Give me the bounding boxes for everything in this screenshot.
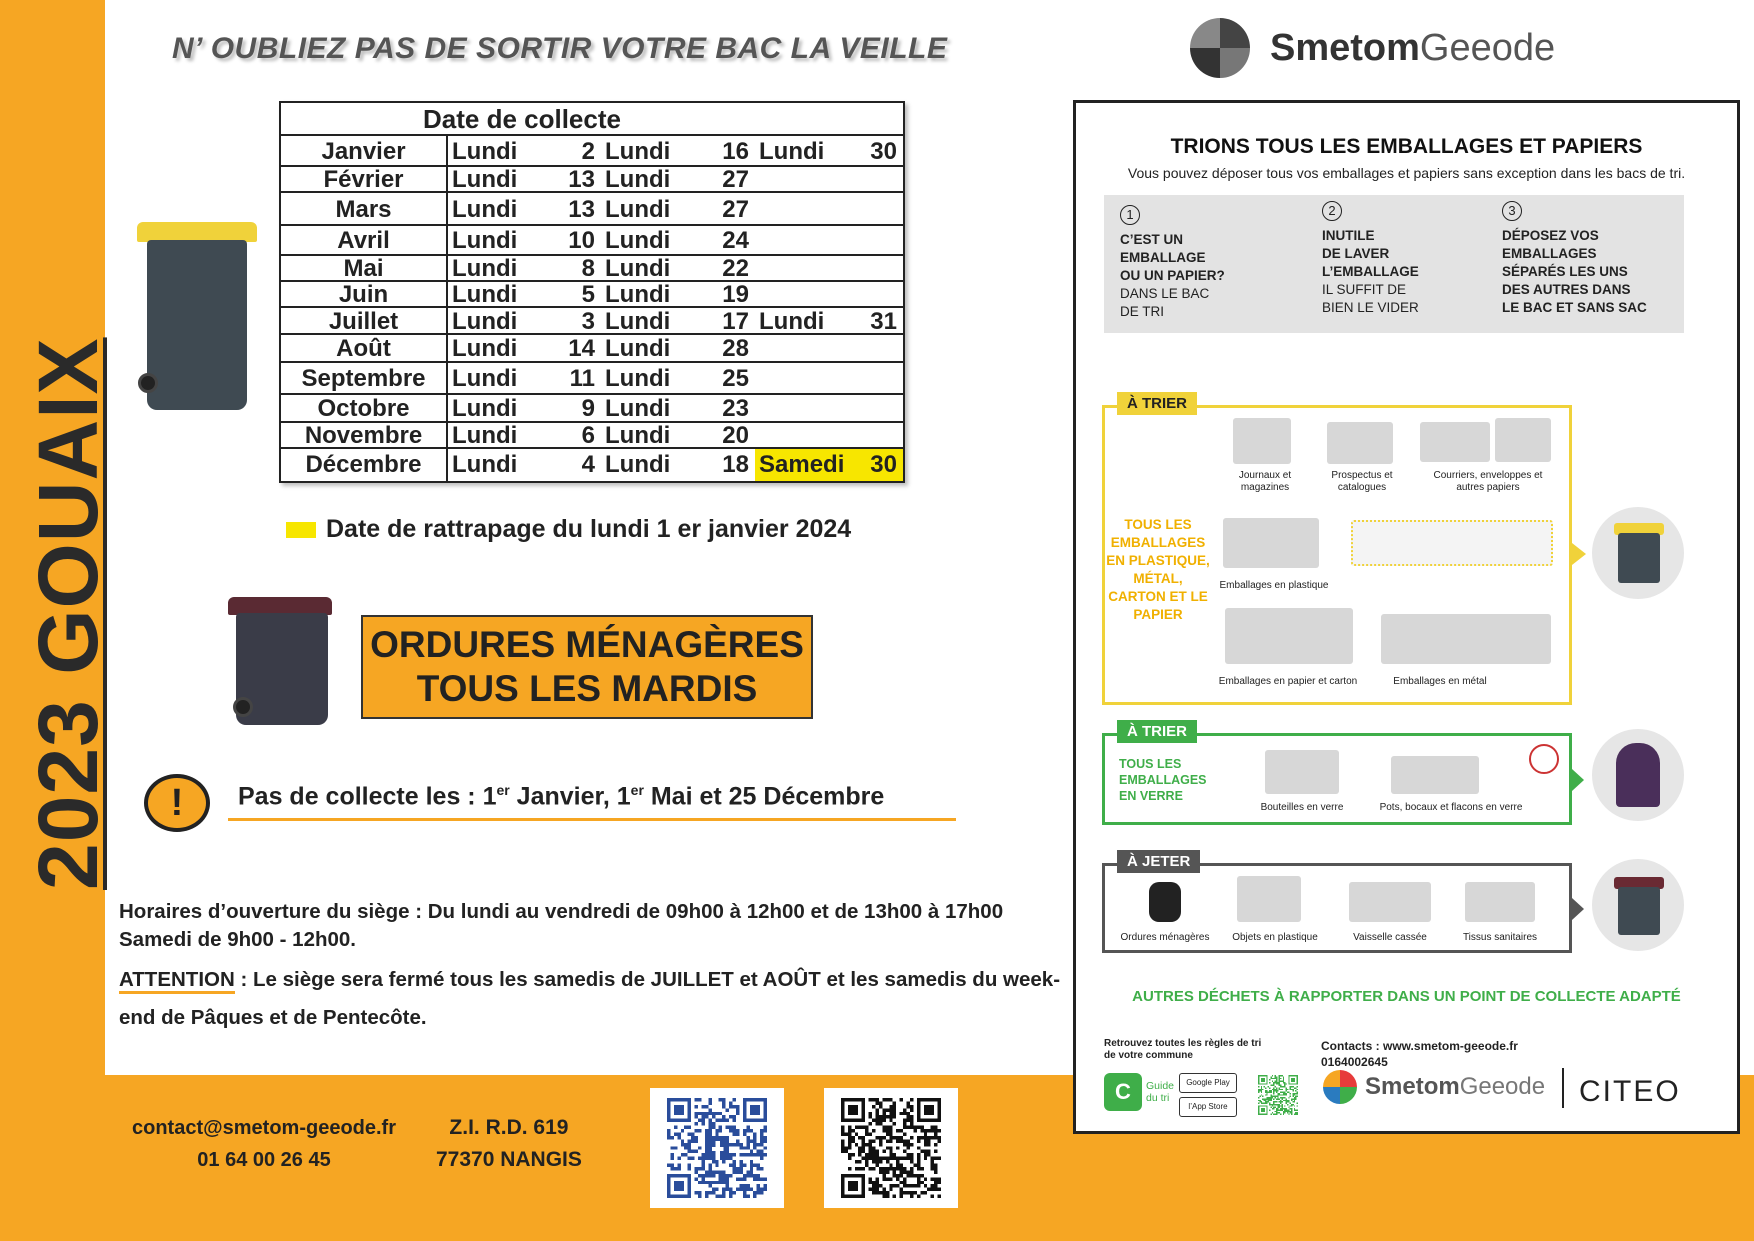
step-normal-line: BIEN LE VIDER	[1322, 300, 1419, 315]
glass-bin-circle-icon	[1592, 729, 1684, 821]
logo-pinwheel-icon	[1182, 16, 1258, 80]
step-1	[1120, 205, 1225, 321]
collection-day: Lundi	[759, 138, 825, 165]
trash-bin-circle-icon	[1592, 859, 1684, 951]
warning-icon: !	[144, 774, 210, 832]
schedule-month: Avril	[281, 226, 448, 254]
trash-section	[1102, 853, 1572, 953]
collection-date: 27	[722, 166, 749, 193]
schedule-row	[281, 423, 903, 449]
collection-date: 10	[568, 227, 595, 254]
collection-day: Lundi	[452, 166, 518, 193]
contact-info	[132, 1112, 396, 1176]
schedule-header: Date de collecte	[281, 103, 903, 136]
collection-date: 28	[722, 335, 749, 362]
glass-section-tag: À TRIER	[1117, 720, 1197, 743]
app-store-badge[interactable]: l’App Store	[1179, 1097, 1237, 1117]
caption-cardboard: Emballages en papier et carton	[1218, 676, 1358, 687]
collection-day	[755, 423, 847, 449]
collection-day	[755, 335, 847, 363]
smetom-logo	[1182, 16, 1555, 80]
attention-label: ATTENTION	[119, 968, 235, 994]
caption-household: Ordures ménagères	[1120, 932, 1210, 943]
collection-date: 11	[569, 365, 595, 392]
collection-day: Lundi	[605, 227, 671, 254]
glass-bottles-image	[1265, 750, 1339, 794]
notebook-image	[1495, 418, 1551, 462]
yellow-side-label: TOUS LES EMBALLAGES EN PLASTIQUE, MÉTAL, CARTON ET LE PAPIER	[1106, 517, 1210, 622]
collection-date: 14	[568, 335, 595, 362]
collection-date: 16	[722, 138, 749, 165]
other-waste-note: AUTRES DÉCHETS À RAPPORTER DANS UN POINT DE COLLECTE ADAPTÉ	[1132, 988, 1681, 1005]
schedule-month: Janvier	[281, 136, 448, 165]
caption-plastic: Emballages en plastique	[1219, 580, 1329, 591]
schedule-month: Mars	[281, 193, 448, 224]
schedule-month: Octobre	[281, 395, 448, 421]
reminder-heading: N’ OUBLIEZ PAS DE SORTIR VOTRE BAC LA VEILLE	[172, 32, 948, 65]
collection-date: 20	[722, 422, 749, 449]
collection-date: 4	[581, 451, 595, 478]
collection-day: Lundi	[452, 281, 518, 308]
collection-date: 18	[722, 451, 749, 478]
collection-date: 27	[722, 196, 749, 223]
schedule-month: Décembre	[281, 449, 448, 481]
collection-day: Lundi	[605, 422, 671, 449]
collection-day: Lundi	[759, 308, 825, 335]
glass-side-label: TOUS LES EMBALLAGES EN VERRE	[1119, 757, 1207, 803]
schedule-row	[281, 449, 903, 481]
collection-date	[847, 226, 903, 256]
collection-date: 30	[870, 138, 897, 165]
household-bin-icon	[228, 593, 336, 733]
yellow-section-tag: À TRIER	[1117, 392, 1197, 415]
guide-du-tri-badge[interactable]: C Guide du tri	[1104, 1073, 1174, 1111]
schedule-row	[281, 308, 903, 335]
collection-date: 31	[870, 308, 897, 335]
collection-date	[847, 363, 903, 395]
logo-smetom: Smetom	[1270, 26, 1420, 69]
opening-hours	[119, 898, 1063, 954]
schedule-row	[281, 395, 903, 423]
step-number-icon: 2	[1322, 201, 1342, 221]
collection-day: Lundi	[605, 335, 671, 362]
collection-day: Lundi	[605, 166, 671, 193]
no-collection-notice: Pas de collecte les : 1er Janvier, 1er Mai et 25 Décembre	[238, 782, 885, 811]
sorting-steps	[1104, 195, 1684, 333]
step-bold-line: L’EMBALLAGE	[1322, 264, 1419, 279]
address-line2: 77370 NANGIS	[436, 1148, 582, 1171]
newspapers-image	[1233, 418, 1291, 464]
step-bold-line: DES AUTRES DANS	[1502, 282, 1631, 297]
step-2	[1322, 201, 1419, 317]
website-qr-code[interactable]	[824, 1088, 958, 1208]
rules-note: Retrouvez toutes les règles de tri de votre commune	[1104, 1038, 1262, 1061]
schedule-row	[281, 282, 903, 308]
sorting-guide-panel	[1073, 100, 1740, 1134]
collection-day: Lundi	[452, 138, 518, 165]
yellow-arrow-icon	[1572, 543, 1586, 565]
collection-date	[847, 395, 903, 423]
step-normal-line: DANS LE BAC	[1120, 286, 1210, 301]
step-number-icon: 3	[1502, 201, 1522, 221]
caption-metal: Emballages en métal	[1393, 676, 1487, 687]
step-bold-line: INUTILE	[1322, 228, 1375, 243]
hours-line2: Samedi de 9h00 - 12h00.	[119, 928, 357, 951]
collection-day: Lundi	[605, 138, 671, 165]
collection-date	[847, 193, 903, 226]
legend-text: Date de rattrapage du lundi 1 er janvier 2024	[326, 515, 852, 543]
yellow-bin-circle-icon	[1592, 507, 1684, 599]
sanitary-image	[1465, 882, 1535, 922]
glass-arrow-icon	[1572, 769, 1584, 791]
plastic-objects-image	[1237, 876, 1301, 922]
collection-date: 5	[581, 281, 595, 308]
schedule-month: Mai	[281, 256, 448, 280]
caption-glass-bottles: Bouteilles en verre	[1260, 802, 1344, 813]
collection-day: Lundi	[605, 395, 671, 422]
attention-text: : Le siège sera fermé tous les samedis de JUILLET et AOÛT et les samedis du week-end de Pâques et de Pentecôte.	[119, 968, 1061, 1029]
collection-date: 19	[722, 281, 749, 308]
metal-packaging-image	[1381, 614, 1551, 664]
yellow-bin-section	[1102, 395, 1572, 705]
collection-date	[847, 256, 903, 282]
trash-section-tag: À JETER	[1117, 850, 1200, 873]
collection-schedule-table	[279, 101, 905, 483]
collection-date: 25	[722, 365, 749, 392]
prospectus-image	[1327, 422, 1393, 464]
legend-swatch	[286, 522, 316, 538]
schedule-row	[281, 363, 903, 395]
schedule-month: Août	[281, 335, 448, 361]
commune-year-title: 2023 GOUAIX	[21, 337, 115, 890]
collection-date	[847, 282, 903, 308]
step-3	[1502, 201, 1647, 317]
step-bold-line: SÉPARÉS LES UNS	[1502, 264, 1628, 279]
collection-date: 13	[568, 166, 595, 193]
collection-day: Lundi	[452, 395, 518, 422]
collection-day: Lundi	[452, 308, 518, 335]
collection-date: 2	[581, 138, 595, 165]
collection-day: Lundi	[605, 365, 671, 392]
plastic-bottles-image	[1223, 518, 1319, 568]
schedule-row	[281, 256, 903, 282]
panel-smetom-logo: SmetomGeeode	[1321, 1068, 1545, 1106]
household-line1: ORDURES MÉNAGÈRES	[370, 624, 804, 665]
letters-image	[1420, 422, 1490, 462]
facebook-qr-code[interactable]	[650, 1088, 784, 1208]
panel-qr-code[interactable]	[1258, 1073, 1298, 1117]
no-collection-underline	[228, 818, 956, 821]
collection-date: 3	[581, 308, 595, 335]
collection-date: 30	[847, 449, 903, 481]
schedule-month: Septembre	[281, 363, 448, 393]
plastic-packaging-image	[1351, 520, 1553, 566]
caption-glass-jars: Pots, bocaux et flacons en verre	[1379, 802, 1523, 813]
glass-section	[1102, 723, 1572, 825]
hours-line1: Horaires d’ouverture du siège : Du lundi au vendredi de 09h00 à 12h00 et de 13h00 à 17h00	[119, 900, 1004, 923]
collection-date: 23	[722, 395, 749, 422]
collection-date: 17	[722, 308, 749, 335]
catch-up-legend	[286, 515, 851, 544]
collection-date: 22	[722, 255, 749, 282]
step-bold-line: OU UN PAPIER?	[1120, 268, 1225, 283]
panel-title: TRIONS TOUS LES EMBALLAGES ET PAPIERS	[1170, 135, 1643, 158]
logo-divider	[1562, 1068, 1564, 1108]
schedule-month: Juillet	[281, 308, 448, 333]
step-bold-line: EMBALLAGE	[1120, 250, 1206, 265]
collection-date: 9	[581, 395, 595, 422]
caption-prospectus: Prospectus et catalogues	[1331, 470, 1393, 493]
collection-day: Lundi	[605, 281, 671, 308]
collection-day: Samedi	[755, 449, 847, 481]
contact-email[interactable]: contact@smetom-geeode.fr	[132, 1117, 396, 1139]
step-normal-line: DE TRI	[1120, 304, 1165, 319]
collection-day: Lundi	[452, 335, 518, 362]
trash-arrow-icon	[1572, 898, 1584, 920]
guide-app-icon: C	[1104, 1073, 1142, 1111]
collection-date: 6	[581, 422, 595, 449]
panel-website[interactable]: Contacts : www.smetom-geeode.fr	[1321, 1039, 1518, 1053]
panel-contacts	[1321, 1038, 1518, 1070]
step-bold-line: DÉPOSEZ VOS	[1502, 228, 1599, 243]
collection-date: 24	[722, 227, 749, 254]
collection-day: Lundi	[605, 308, 671, 335]
caption-newspapers: Journaux et magazines	[1238, 470, 1292, 493]
collection-day: Lundi	[452, 422, 518, 449]
trash-bag-image	[1149, 882, 1181, 922]
collection-day	[755, 395, 847, 423]
caption-dishes: Vaisselle cassée	[1353, 932, 1427, 943]
step-normal-line: IL SUFFIT DE	[1322, 282, 1407, 297]
step-bold-line: LE BAC ET SANS SAC	[1502, 300, 1647, 315]
step-number-icon: 1	[1120, 205, 1140, 225]
collection-day	[755, 167, 847, 193]
collection-day: Lundi	[605, 196, 671, 223]
google-play-badge[interactable]: Google Play	[1179, 1073, 1237, 1093]
collection-day	[755, 226, 847, 256]
caption-letters: Courriers, enveloppes et autres papiers	[1433, 470, 1543, 493]
collection-day	[755, 282, 847, 308]
broken-dishes-image	[1349, 882, 1431, 922]
schedule-row	[281, 136, 903, 167]
cardboard-image	[1225, 608, 1353, 664]
collection-day: Lundi	[452, 451, 518, 478]
collection-date	[847, 167, 903, 193]
glass-jars-image	[1391, 756, 1479, 794]
yellow-bin-icon	[135, 218, 260, 418]
caption-sanitary: Tissus sanitaires	[1462, 932, 1538, 943]
panel-subtitle: Vous pouvez déposer tous vos emballages et papiers sans exception dans les bacs de tri.	[1127, 165, 1686, 181]
address-line1: Z.I. R.D. 619	[449, 1116, 569, 1139]
schedule-month: Juin	[281, 282, 448, 306]
step-bold-line: C’EST UN	[1120, 232, 1184, 247]
household-line2: TOUS LES MARDIS	[416, 668, 758, 709]
panel-phone: 0164002645	[1321, 1055, 1388, 1069]
collection-day: Lundi	[452, 196, 518, 223]
schedule-month: Novembre	[281, 423, 448, 447]
collection-date	[847, 423, 903, 449]
schedule-row	[281, 226, 903, 256]
collection-day	[755, 193, 847, 226]
collection-day: Lundi	[452, 365, 518, 392]
collection-day: Lundi	[605, 255, 671, 282]
collection-day: Lundi	[605, 451, 671, 478]
collection-day: Lundi	[452, 255, 518, 282]
schedule-row	[281, 335, 903, 363]
collection-day: Lundi	[452, 227, 518, 254]
schedule-row	[281, 167, 903, 193]
caption-plastic-objects: Objets en plastique	[1232, 932, 1318, 943]
collection-day	[755, 363, 847, 395]
contact-phone: 01 64 00 26 45	[197, 1149, 331, 1171]
address-info	[436, 1112, 582, 1176]
citeo-logo: CITEO	[1579, 1075, 1681, 1108]
household-waste-box	[361, 615, 813, 719]
attention-notice	[119, 961, 1063, 1037]
schedule-row	[281, 193, 903, 226]
step-bold-line: DE LAVER	[1322, 246, 1390, 261]
panel-logo-pinwheel-icon	[1321, 1068, 1359, 1106]
collection-day	[755, 256, 847, 282]
schedule-month: Février	[281, 167, 448, 191]
step-bold-line: EMBALLAGES	[1502, 246, 1597, 261]
logo-geeode: Geeode	[1419, 26, 1556, 69]
collection-date: 8	[581, 255, 595, 282]
collection-date: 13	[568, 196, 595, 223]
collection-date	[847, 335, 903, 363]
no-glass-icon	[1529, 744, 1559, 774]
